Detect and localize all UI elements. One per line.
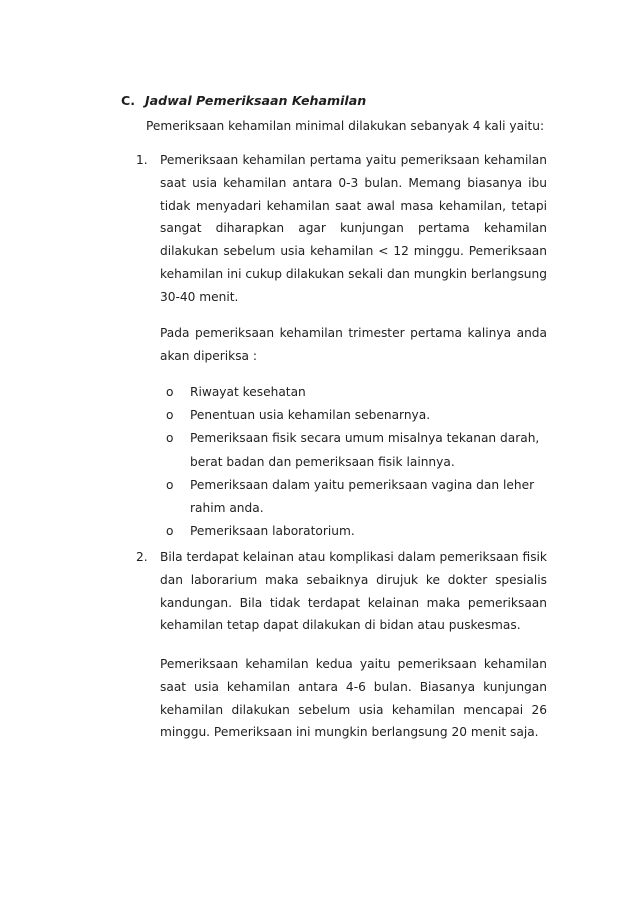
list-item (166, 404, 550, 427)
item-1-paragraph: Pemeriksaan kehamilan pertama yaitu pemeriksaan kehamilan saat usia kehamilan antara 0-3 bulan. Memang biasanya ibu tidak menyadari kehamilan saat awal masa kehamilan, tetapi sangat diharapkan agar kunjungan pertama kehamilan dilakukan sebelum usia kehamilan < 12 minggu. Pemeriksaan kehamilan ini cukup dilakukan sekali dan mungkin berlangsung 30-40 menit. (160, 153, 547, 304)
list-item (166, 381, 550, 404)
list-item-text: Pemeriksaan laboratorium. (190, 524, 355, 539)
list-item-text: Pemeriksaan dalam yaitu pemeriksaan vagina dan leher rahim anda. (190, 477, 535, 516)
intro-text: Pemeriksaan kehamilan minimal dilakukan sebanyak 4 kali yaitu: (146, 119, 545, 133)
section-heading (121, 93, 366, 108)
list-item-text: Riwayat kesehatan (190, 385, 306, 399)
list-item (166, 520, 550, 543)
list-item (166, 427, 550, 473)
item-number: 1. (136, 153, 148, 167)
bullet-marker: o (166, 477, 174, 492)
item-1-paragraph-2: Pada pemeriksaan kehamilan trimester pertama kalinya anda akan diperiksa : (160, 326, 547, 363)
section-letter: C. (121, 93, 136, 108)
list-item-text: Penentuan usia kehamilan sebenarnya. (190, 408, 431, 423)
item-2-paragraph: Bila terdapat kelainan atau komplikasi dalam pemeriksaan fisik dan laborarium maka sebaiknya dirujuk ke dokter spesialis kandungan. Bila tidak terdapat kelainan maka pemeriksaan kehamilan tetap dapat dilakukan di bidan atau puskesmas. (160, 550, 547, 633)
item-2-paragraph-2: Pemeriksaan kehamilan kedua yaitu pemeriksaan kehamilan saat usia kehamilan antara 4-6 bulan. Biasanya kunjungan kehamilan dilakukan sebelum usia kehamilan mencapai 26 minggu. Pemeriksaan ini mungkin berlangsung 20 menit saja. (160, 657, 547, 740)
section-title: Jadwal Pemeriksaan Kehamilan (145, 93, 367, 108)
bullet-marker: o (166, 385, 174, 399)
item-number: 2. (136, 550, 148, 564)
list-item-text: Pemeriksaan fisik secara umum misalnya tekanan darah, berat badan dan pemeriksaan fisik lainnya. (190, 431, 540, 469)
bullet-marker: o (166, 408, 174, 423)
list-item (166, 474, 550, 520)
bullet-marker: o (166, 431, 174, 446)
bullet-marker: o (166, 524, 174, 539)
exam-list (166, 381, 550, 543)
